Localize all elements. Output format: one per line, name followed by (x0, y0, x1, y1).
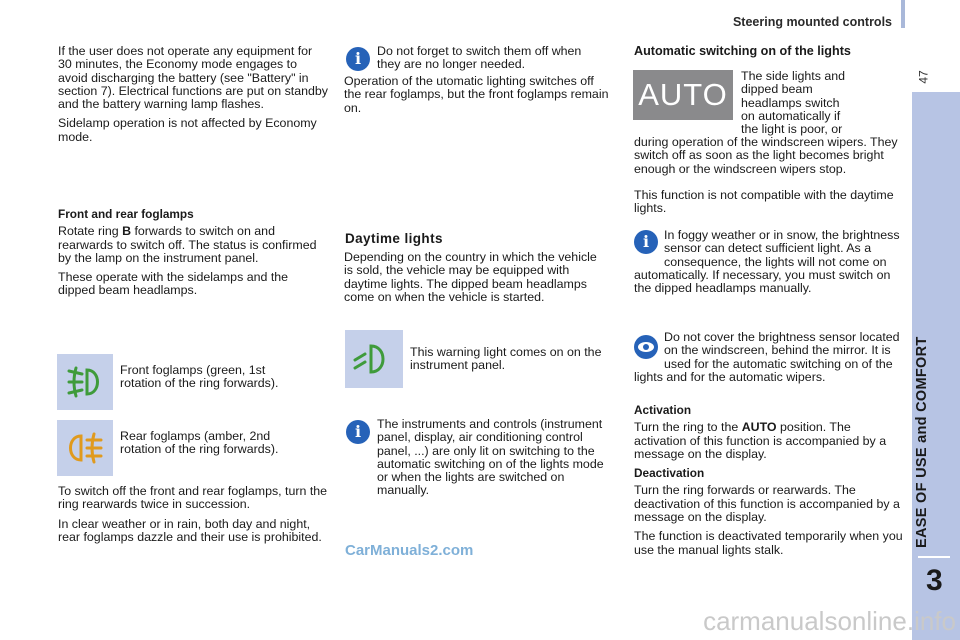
front-foglamp-icon (57, 354, 113, 410)
note-foggy-weather: In foggy weather or in snow, the brightness sensor can detect sufficient light. As a consequence, the lights will not come on automatically. If necessary, you must switch on the dipped headlamps manually. (634, 228, 900, 296)
paragraph: If the user does not operate any equipment for 30 minutes, the Economy mode engages to avoid discharging the battery (see "Battery" in section 7). Electrical functions are put on standby and the battery warning lamp flashes. (58, 44, 328, 112)
section-title: EASE OF USE and COMFORT (914, 336, 930, 548)
activation-heading: Activation (634, 403, 692, 417)
daytime-lights-heading: Daytime lights (345, 231, 443, 246)
auto-lights-heading: Automatic switching on of the lights (634, 44, 851, 58)
auto-lights-text: during operation of the windscreen wipers. They switch off as soon as the light becomes bright enough or the windscreen wipers stop. (634, 135, 898, 176)
info-icon: i (346, 47, 370, 71)
paragraph: Sidelamp operation is not affected by Economy mode. (58, 116, 317, 144)
paragraph: In clear weather or in rain, both day and night, rear foglamps dazzle and their use is prohibited. (58, 516, 322, 544)
sidebar-divider (918, 556, 950, 558)
info-icon: i (634, 230, 658, 254)
footer-watermark: carmanualsonline.info (703, 606, 956, 636)
header-divider (901, 0, 905, 28)
note-instruments-lit: The instruments and controls (instrument panel, display, air conditioning control panel, ...) are only lit on switching to the automatic switching on of the lights mode or when the lights are switched on manually. (377, 417, 604, 498)
page-header-title: Steering mounted controls (732, 15, 892, 29)
chapter-number: 3 (926, 564, 943, 597)
note-switch-off: Do not forget to switch them off when they are no longer needed. (377, 44, 582, 72)
foglamps-heading: Front and rear foglamps (58, 207, 194, 221)
page-number: 47 (916, 70, 931, 84)
paragraph: Rotate ring B forwards to switch on and rearwards to switch off. The status is confirmed by the lamp on the instrument panel. (58, 224, 317, 265)
site-watermark: CarManuals2.com (345, 542, 474, 559)
rear-foglamp-caption: Rear foglamps (amber, 2nd rotation of the ring forwards). (120, 429, 279, 457)
headlamp-icon (345, 330, 403, 388)
activation-section (634, 404, 906, 563)
rear-foglamp-icon-box (57, 420, 113, 476)
note-brightness-sensor: Do not cover the brightness sensor located on the windscreen, behind the mirror. It is used for the automatic switching on of the lights and for the automatic wipers. (634, 330, 900, 384)
paragraph: These operate with the sidelamps and the dipped beam headlamps. (58, 270, 289, 298)
paragraph: The function is deactivated temporarily when you use the manual lights stalk. (634, 529, 903, 557)
automatic-lighting-text: Operation of the utomatic lighting switches off the rear foglamps, but the front foglamps remain on. (344, 74, 609, 115)
front-foglamp-icon-box (57, 354, 113, 410)
auto-switch-icon: AUTO (633, 70, 733, 120)
paragraph: To switch off the front and rear foglamps, turn the ring rearwards twice in succession. (58, 484, 328, 512)
paragraph: Turn the ring to the AUTO position. The activation of this function is accompanied by a message on the display. (634, 420, 887, 461)
info-icon: i (346, 420, 370, 444)
foglamp-usage-text (58, 485, 328, 550)
daytime-lights-text: Depending on the country in which the vehicle is sold, the vehicle may be equipped with daytime lights. The dipped beam headlamps come on when the vehicle is started. (344, 250, 597, 304)
warning-light-caption: This warning light comes on on the instrument panel. (410, 345, 602, 373)
daytime-warning-icon-box (345, 330, 403, 388)
auto-lights-text-start: The side lights and dipped beam headlamps switch on automatically if the light is poor, or (741, 69, 846, 137)
economy-mode-text (58, 45, 328, 150)
compatibility-text: This function is not compatible with the daytime lights. (634, 188, 894, 216)
front-foglamp-caption: Front foglamps (green, 1st rotation of the ring forwards). (120, 363, 279, 391)
paragraph: Turn the ring forwards or rearwards. The deactivation of this function is accompanied by a message on the display. (634, 483, 900, 525)
deactivation-heading: Deactivation (634, 466, 705, 481)
foglamps-section (58, 208, 326, 304)
rear-foglamp-icon (57, 420, 113, 476)
